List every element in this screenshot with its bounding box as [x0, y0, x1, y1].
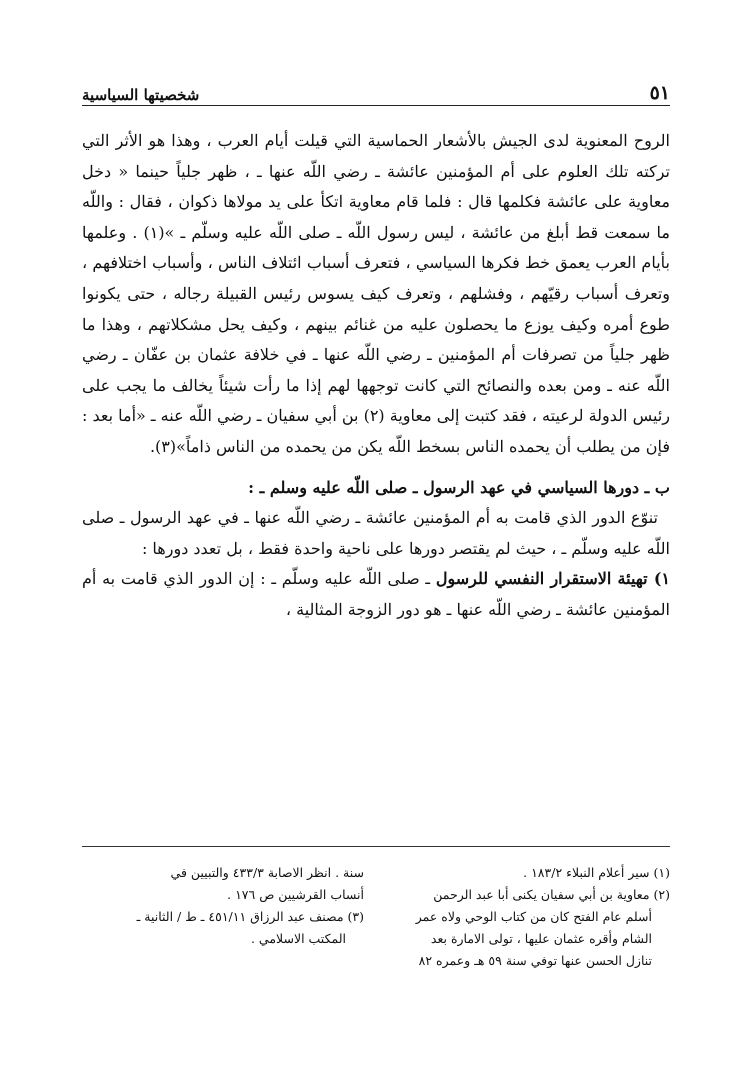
footnotes-column-right — [388, 862, 670, 972]
footnote-3-line-1: (٣) مصنف عبد الرزاق ٤٥١/١١ ـ ط / الثانية ـ — [136, 909, 364, 924]
footnote-2-line-1: (٢) معاوية بن أبي سفيان يكنى أبا عبد الرحمن — [433, 887, 670, 902]
paragraph-2: تنوّع الدور الذي قامت به أم المؤمنين عائشة ـ رضي اللّه عنها ـ في عهد الرسول ـ صلى اللّه عليه وسلّم ـ ، حيث لم يقتصر دورها على ناحية واحدة فقط ، بل تعدد دورها : — [82, 508, 670, 558]
paragraph-3-text: ـ صلى اللّه عليه وسلّم ـ : إن الدور الذي قامت به أم المؤمنين عائشة ـ رضي اللّه عنها ـ هو دور الزوجة المثالية ، — [82, 569, 670, 619]
footnote-divider — [82, 846, 670, 847]
main-text — [82, 126, 670, 626]
paragraph-3-lead: ١) تهيئة الاستقرار النفسي للرسول — [435, 569, 671, 589]
footnote-2-cont-2: أنساب القرشيين ص ١٧٦ . — [227, 887, 364, 902]
footnote-2-line-4: تنازل الحسن عنها توفي سنة ٥٩ هـ وعمره ٨٢ — [418, 953, 652, 968]
header-divider — [82, 105, 670, 106]
footnotes — [82, 862, 670, 972]
footnote-1: (١) سير أعلام النبلاء ١٨٣/٢ . — [523, 865, 670, 880]
section-heading: ب ـ دورها السياسي في عهد الرسول ـ صلى اللّه عليه وسلم ـ : — [248, 477, 670, 497]
footnotes-column-left — [82, 862, 364, 972]
footnote-2-cont-1: سنة . انظر الاصابة ٤٣٣/٣ والتبيين في — [170, 865, 364, 880]
page-header — [82, 76, 670, 104]
running-title: شخصيتها السياسية — [82, 86, 200, 104]
paragraph-1: الروح المعنوية لدى الجيش بالأشعار الحماسية التي قيلت أيام العرب ، وهذا هو الأثر التي تركته تلك العلوم على أم المؤمنين عائشة ـ رضي اللّه عنها ـ ، ظهر جلياً حينما « دخل معاوية على عائشة فكلمها قال : فلما قام معاوية اتكأ على يد مولاها ذكوان ، فقال : واللّه ما سمعت قط أبلغ من عائشة ، ليس رسول اللّه ـ صلى اللّه عليه وسلّم ـ »(١) . وعلمها بأيام العرب يعمق خط فكرها السياسي ، فتعرف أسباب ائتلاف الناس ، وأسباب اختلافهم ، وتعرف أسباب رقيّهم ، وفشلهم ، وتعرف كيف يسوس رئيس القبيلة رجاله ، حتى يكونوا طوع أمره وكيف يوزع ما يحصلون عليه من غنائم بينهم ، وكيف يحل مشكلاتهم ، وهذا ما ظهر جلياً من تصرفات أم المؤمنين ـ رضي اللّه عنها ـ في خلافة عثمان بن عفّان ـ رضي اللّه عنه ـ ومن بعده والنصائح التي كانت توجهها لهم إذا ما رأت شيئاً يخالف ما يجب على رئيس الدولة لرعيته ، فقد كتبت إلى معاوية (٢) بن أبي سفيان ـ رضي اللّه عنه ـ «أما بعد : فإن من يطلب أن يحمده الناس بسخط اللّه يكن من يحمده من الناس ذاماً»(٣). — [81, 131, 670, 456]
footnote-3-line-2: المكتب الاسلامي . — [250, 931, 346, 946]
footnote-2-line-3: الشام وأقره عثمان عليها ، تولى الامارة بعد — [430, 931, 652, 946]
footnote-2-line-2: أسلم عام الفتح كان من كتاب الوحي ولاه عمر — [415, 909, 652, 924]
paragraph-3 — [82, 564, 670, 625]
page-number: ٥١ — [649, 82, 670, 104]
